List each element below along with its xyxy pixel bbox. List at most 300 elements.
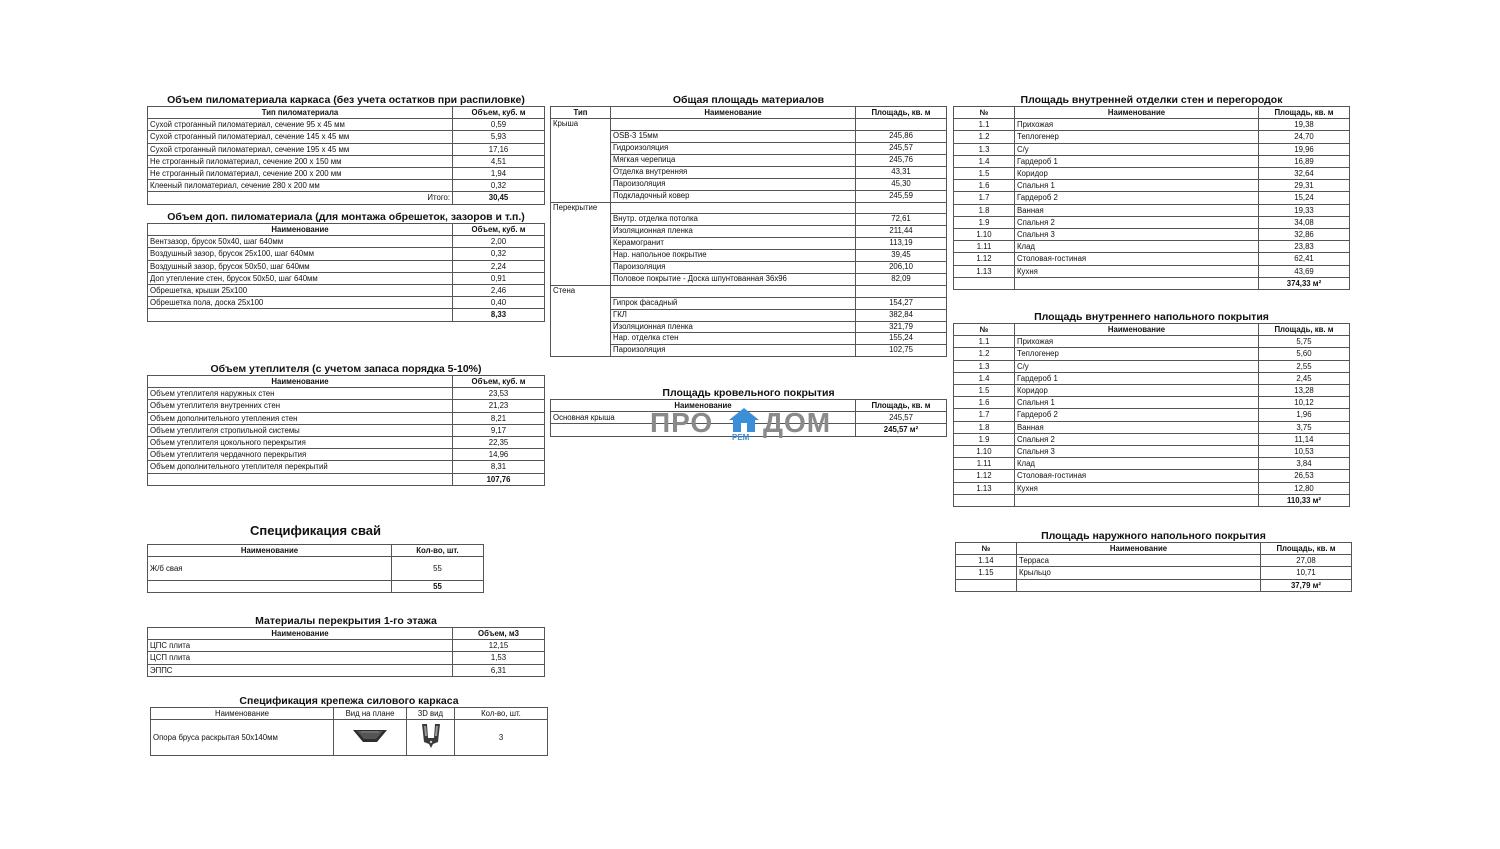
table-cell: 39,45 [856, 250, 947, 262]
lumber-table [147, 106, 545, 205]
table-cell: 1.9 [954, 433, 1015, 445]
table-cell: Объем утеплителя цокольного перекрытия [148, 437, 453, 449]
floor1-title: Материалы перекрытия 1-го этажа [255, 615, 437, 627]
table-cell: Объем утеплителя стропильной системы [148, 424, 453, 436]
table-cell: ЭППС [148, 664, 453, 676]
piles-section [147, 523, 484, 593]
table-cell: 113,19 [856, 238, 947, 250]
table-cell: Крыльцо [1017, 567, 1261, 579]
table-row [551, 226, 947, 238]
table-row [148, 155, 545, 167]
fastener-qty: 3 [455, 720, 548, 756]
table-cell: Изоляционная пленка [611, 321, 856, 333]
table-cell: 2,00 [453, 236, 545, 248]
col-header: Наименование [611, 107, 856, 119]
total-value: 8,33 [453, 309, 545, 321]
table-cell: Подкладочный ковер [611, 190, 856, 202]
table-cell: 8,21 [453, 412, 545, 424]
table-cell: 1.13 [954, 265, 1015, 277]
table-cell: 155,24 [856, 333, 947, 345]
table-cell: 1.13 [954, 482, 1015, 494]
table-cell: Клееный пиломатериал, сечение 280 x 200 мм [148, 180, 453, 192]
table-cell: 1.8 [954, 421, 1015, 433]
table-row [148, 640, 545, 652]
table-cell: ЦСП плита [148, 652, 453, 664]
col-header: Наименование [148, 628, 453, 640]
insulation-section [147, 363, 545, 486]
table-cell: Не строганный пиломатериал, сечение 200 x 200 мм [148, 168, 453, 180]
table-row [954, 241, 1350, 253]
table-cell: 1.1 [954, 336, 1015, 348]
table-cell: 245,86 [856, 131, 947, 143]
table-cell: С/у [1015, 360, 1259, 372]
col-header: Наименование [1017, 543, 1261, 555]
table-cell: 154,27 [856, 297, 947, 309]
table-cell: 16,89 [1259, 155, 1350, 167]
walls-section [953, 94, 1350, 290]
total-label [954, 277, 1015, 289]
inner-floor-table [953, 323, 1350, 507]
prodom-logo [650, 405, 850, 445]
roof-name: Основная крыша [551, 412, 856, 424]
table-cell: 14,96 [453, 449, 545, 461]
table-cell: 2,55 [1259, 360, 1350, 372]
table-cell: Сухой строганный пиломатериал, сечение 195 x 45 мм [148, 143, 453, 155]
table-row [954, 421, 1350, 433]
table-cell: 0,59 [453, 119, 545, 131]
table-row [148, 119, 545, 131]
col-header: Кол-во, шт. [392, 545, 484, 557]
col-header: Площадь, кв. м [1259, 324, 1350, 336]
table-cell: 82,09 [856, 273, 947, 285]
group-type: Перекрытие [551, 202, 611, 285]
total-value: 30,45 [453, 192, 545, 204]
table-cell: Воздушный зазор, брусок 50х50, шаг 640мм [148, 260, 453, 272]
house-icon [728, 407, 760, 433]
table-row [954, 372, 1350, 384]
table-row [954, 229, 1350, 241]
table-cell: 10,71 [1261, 567, 1352, 579]
table-cell: 21,23 [453, 400, 545, 412]
table-cell: Пароизоляция [611, 178, 856, 190]
group-type: Крыша [551, 119, 611, 202]
table-row [551, 333, 947, 345]
table-cell: 22,35 [453, 437, 545, 449]
table-cell: Гардероб 1 [1015, 372, 1259, 384]
table-cell: Столовая-гостиная [1015, 253, 1259, 265]
table-row [551, 250, 947, 262]
table-cell: 32,64 [1259, 168, 1350, 180]
table-row [954, 119, 1350, 131]
table-row [148, 272, 545, 284]
bracket-plan-icon [352, 728, 388, 744]
table-cell: 11,14 [1259, 433, 1350, 445]
table-cell: 17,16 [453, 143, 545, 155]
table-cell: С/у [1015, 143, 1259, 155]
table-cell: Половое покрытие - Доска шпунтованная 36х96 [611, 273, 856, 285]
table-cell: Клад [1015, 458, 1259, 470]
table-cell: Объем утеплителя наружных стен [148, 388, 453, 400]
table-cell: 1.11 [954, 458, 1015, 470]
table-row [148, 131, 545, 143]
table-cell: 0,40 [453, 297, 545, 309]
piles-table [147, 544, 484, 593]
table-row [148, 461, 545, 473]
table-cell: Гардероб 1 [1015, 155, 1259, 167]
empty-cell [611, 202, 856, 214]
table-cell: 1.15 [956, 567, 1017, 579]
table-row [148, 180, 545, 192]
table-cell: Мягкая черепица [611, 154, 856, 166]
table-cell: 6,31 [453, 664, 545, 676]
table-row [954, 265, 1350, 277]
table-cell: Спальня 2 [1015, 216, 1259, 228]
col-header: Кол-во, шт. [455, 708, 548, 720]
walls-title: Площадь внутренней отделки стен и перегородок [1020, 94, 1283, 106]
table-row [954, 155, 1350, 167]
table-row [954, 180, 1350, 192]
table-row [954, 204, 1350, 216]
table-row [551, 190, 947, 202]
table-row [954, 397, 1350, 409]
table-row [148, 449, 545, 461]
group-row [551, 202, 947, 214]
table-cell: 5,60 [1259, 348, 1350, 360]
table-cell: 24,70 [1259, 131, 1350, 143]
lumber-title: Объем пиломатериала каркаса (без учета остатков при распиловке) [167, 94, 525, 106]
table-cell: Кухня [1015, 482, 1259, 494]
table-cell: Не строганный пиломатериал, сечение 200 x 150 мм [148, 155, 453, 167]
table-row [954, 433, 1350, 445]
table-cell: Объем утеплителя внутренних стен [148, 400, 453, 412]
table-cell: Прихожая [1015, 336, 1259, 348]
total-label: Итого: [148, 192, 453, 204]
table-row [148, 424, 545, 436]
3d-view-image [407, 720, 455, 756]
table-cell: 19,96 [1259, 143, 1350, 155]
table-cell: 5,93 [453, 131, 545, 143]
empty-cell [611, 119, 856, 131]
table-cell: 15,24 [1259, 192, 1350, 204]
outer-floor-section [955, 530, 1352, 592]
extra-lumber-table [147, 223, 545, 322]
table-cell: 72,61 [856, 214, 947, 226]
table-cell: Спальня 3 [1015, 229, 1259, 241]
table-row [956, 555, 1352, 567]
table-cell: Объем дополнительного утепления стен [148, 412, 453, 424]
table-cell: 19,33 [1259, 204, 1350, 216]
total-value: 245,57 м² [856, 424, 947, 436]
table-cell: Нар. отделка стен [611, 333, 856, 345]
table-row [551, 321, 947, 333]
fasteners-section [150, 695, 548, 756]
table-row [551, 214, 947, 226]
total-label [954, 494, 1015, 506]
logo-pro-text: ПРО [650, 407, 714, 438]
table-cell: 1.6 [954, 180, 1015, 192]
table-row [148, 412, 545, 424]
table-cell: 9,17 [453, 424, 545, 436]
table-row [954, 482, 1350, 494]
outer-floor-title: Площадь наружного напольного покрытия [1041, 530, 1266, 542]
table-row [148, 260, 545, 272]
col-header: 3D вид [407, 708, 455, 720]
table-row [148, 652, 545, 664]
group-type: Стена [551, 285, 611, 356]
plan-view-image [334, 720, 407, 756]
table-cell: 29,31 [1259, 180, 1350, 192]
table-row [148, 143, 545, 155]
table-cell: 26,53 [1259, 470, 1350, 482]
table-cell: Гидроизоляция [611, 143, 856, 155]
table-row [954, 143, 1350, 155]
table-cell: 1,96 [1259, 409, 1350, 421]
table-cell: Доп утепление стен, брусок 50х50, шаг 640мм [148, 272, 453, 284]
table-cell: 12,15 [453, 640, 545, 652]
table-cell: Кухня [1015, 265, 1259, 277]
col-header: Наименование [1015, 107, 1259, 119]
table-row [148, 437, 545, 449]
table-cell: Спальня 1 [1015, 180, 1259, 192]
col-header: Объем, куб. м [453, 376, 545, 388]
total-label [956, 579, 1017, 591]
materials-title: Общая площадь материалов [672, 94, 825, 106]
table-row [954, 409, 1350, 421]
table-row [954, 360, 1350, 372]
col-header: Площадь, кв. м [1259, 107, 1350, 119]
table-cell: 1.11 [954, 241, 1015, 253]
table-cell: Клад [1015, 241, 1259, 253]
table-row [551, 143, 947, 155]
table-cell: 45,30 [856, 178, 947, 190]
inner-floor-title: Площадь внутреннего напольного покрытия [1034, 311, 1269, 323]
total-label [1015, 277, 1259, 289]
outer-floor-table [955, 542, 1352, 592]
table-cell: 1.2 [954, 348, 1015, 360]
table-cell: Гардероб 2 [1015, 192, 1259, 204]
table-cell: 8,31 [453, 461, 545, 473]
table-cell: Столовая-гостиная [1015, 470, 1259, 482]
table-row [551, 309, 947, 321]
table-row [954, 216, 1350, 228]
table-row [551, 166, 947, 178]
table-cell: Пароизоляция [611, 345, 856, 357]
table-row [954, 253, 1350, 265]
empty-cell [611, 285, 856, 297]
table-cell: Пароизоляция [611, 262, 856, 274]
col-header: Объем, м3 [453, 628, 545, 640]
table-cell: Коридор [1015, 168, 1259, 180]
table-row [148, 388, 545, 400]
table-cell: 1.2 [954, 131, 1015, 143]
floor1-section [147, 615, 545, 677]
table-cell: 43,31 [856, 166, 947, 178]
table-cell: Объем дополнительного утеплителя перекрытий [148, 461, 453, 473]
col-header: № [956, 543, 1017, 555]
table-cell: 206,10 [856, 262, 947, 274]
table-row [551, 154, 947, 166]
table-cell: 1.7 [954, 409, 1015, 421]
table-cell: 1.10 [954, 446, 1015, 458]
table-cell: 1.5 [954, 385, 1015, 397]
total-value: 55 [392, 581, 484, 593]
table-cell: 10,53 [1259, 446, 1350, 458]
table-cell: OSB-3 15мм [611, 131, 856, 143]
table-cell: 4,51 [453, 155, 545, 167]
table-cell: Внутр. отделка потолка [611, 214, 856, 226]
table-cell: Обрешетка, крыши 25х100 [148, 285, 453, 297]
empty-cell [856, 119, 947, 131]
col-header: Наименование [148, 376, 453, 388]
table-cell: 0,32 [453, 180, 545, 192]
table-cell: 62,41 [1259, 253, 1350, 265]
table-cell: 23,83 [1259, 241, 1350, 253]
fastener-name: Опора бруса раскрытая 50х140мм [151, 720, 334, 756]
table-cell: 382,84 [856, 309, 947, 321]
empty-cell [856, 285, 947, 297]
table-cell: ГКЛ [611, 309, 856, 321]
table-cell: 211,44 [856, 226, 947, 238]
table-cell: 1.4 [954, 372, 1015, 384]
table-cell: Объем утеплителя чердачного перекрытия [148, 449, 453, 461]
lumber-section [147, 94, 545, 205]
table-cell: 1.12 [954, 470, 1015, 482]
total-label [148, 309, 453, 321]
bracket-3d-icon [419, 722, 443, 750]
table-cell: Нар. напольное покрытие [611, 250, 856, 262]
pile-qty: 55 [392, 557, 484, 581]
fasteners-title: Спецификация крепежа силового каркаса [239, 695, 459, 707]
table-cell: 1.3 [954, 143, 1015, 155]
table-row [954, 458, 1350, 470]
table-row [956, 567, 1352, 579]
table-cell: 245,76 [856, 154, 947, 166]
table-cell: Теплогенер [1015, 131, 1259, 143]
insulation-table [147, 375, 545, 486]
total-value: 107,76 [453, 473, 545, 485]
table-cell: Ванная [1015, 421, 1259, 433]
table-cell: 2,45 [1259, 372, 1350, 384]
table-cell: Терраса [1017, 555, 1261, 567]
table-row [148, 168, 545, 180]
table-cell: 1.9 [954, 216, 1015, 228]
materials-section [550, 94, 947, 357]
table-cell: 102,75 [856, 345, 947, 357]
table-cell: Отделка внутренняя [611, 166, 856, 178]
table-row [954, 131, 1350, 143]
table-cell: 0,32 [453, 248, 545, 260]
col-header: Площадь, кв. м [856, 107, 947, 119]
table-cell: 12,80 [1259, 482, 1350, 494]
group-row [551, 285, 947, 297]
table-cell: 2,46 [453, 285, 545, 297]
extra-lumber-title: Объем доп. пиломатериала (для монтажа обрешеток, зазоров и т.п.) [167, 211, 525, 223]
table-cell: 0,91 [453, 272, 545, 284]
table-cell: Прихожая [1015, 119, 1259, 131]
table-cell: Спальня 2 [1015, 433, 1259, 445]
roof-title: Площадь кровельного покрытия [662, 387, 835, 399]
table-cell: Сухой строганный пиломатериал, сечение 95 x 45 мм [148, 119, 453, 131]
table-cell: 1.10 [954, 229, 1015, 241]
table-row [954, 446, 1350, 458]
table-row [954, 336, 1350, 348]
col-header: Объем, куб. м [453, 224, 545, 236]
table-cell: 321,79 [856, 321, 947, 333]
inner-floor-section [953, 311, 1350, 507]
table-cell: Воздушный зазор, брусок 25х100, шаг 640мм [148, 248, 453, 260]
col-header: Наименование [1015, 324, 1259, 336]
table-cell: 1.6 [954, 397, 1015, 409]
table-cell: Спальня 3 [1015, 446, 1259, 458]
table-cell: 1.4 [954, 155, 1015, 167]
table-row [148, 236, 545, 248]
table-row [148, 664, 545, 676]
table-cell: Обрешетка пола, доска 25х100 [148, 297, 453, 309]
col-header: Объем, куб. м [453, 107, 545, 119]
table-cell: 13,28 [1259, 385, 1350, 397]
table-cell: Сухой строганный пиломатериал, сечение 145 x 45 мм [148, 131, 453, 143]
table-cell: 1.1 [954, 119, 1015, 131]
piles-title: Спецификация свай [249, 523, 381, 538]
table-cell: Коридор [1015, 385, 1259, 397]
table-cell: 3,84 [1259, 458, 1350, 470]
table-cell: 245,57 [856, 143, 947, 155]
table-cell: 2,24 [453, 260, 545, 272]
table-row [954, 470, 1350, 482]
table-cell: Теплогенер [1015, 348, 1259, 360]
table-cell: ЦПС плита [148, 640, 453, 652]
table-row [551, 131, 947, 143]
table-cell: 3,75 [1259, 421, 1350, 433]
table-row [954, 385, 1350, 397]
table-cell: 5,75 [1259, 336, 1350, 348]
table-row [148, 400, 545, 412]
table-cell: 19,38 [1259, 119, 1350, 131]
table-cell: Спальня 1 [1015, 397, 1259, 409]
logo-dom-text: ДОМ [763, 407, 832, 438]
table-cell: 27,08 [1261, 555, 1352, 567]
table-cell: 32,86 [1259, 229, 1350, 241]
table-cell: 1.3 [954, 360, 1015, 372]
walls-table [953, 106, 1350, 290]
table-cell: 1.8 [954, 204, 1015, 216]
table-cell: 10,12 [1259, 397, 1350, 409]
table-cell: 1,94 [453, 168, 545, 180]
table-cell: Вентзазор, брусок 50х40, шаг 640мм [148, 236, 453, 248]
total-value: 37,79 м² [1261, 579, 1352, 591]
table-row [551, 345, 947, 357]
col-header: Вид на плане [334, 708, 407, 720]
table-row [551, 178, 947, 190]
col-header: Наименование [148, 224, 453, 236]
pile-name: Ж/б свая [148, 557, 392, 581]
table-cell: 34,08 [1259, 216, 1350, 228]
table-cell: 1.7 [954, 192, 1015, 204]
table-cell: Керамогранит [611, 238, 856, 250]
table-cell: Гипрок фасадный [611, 297, 856, 309]
col-header: Тип [551, 107, 611, 119]
fasteners-table [150, 707, 548, 756]
table-cell: 1.12 [954, 253, 1015, 265]
col-header: Наименование [551, 400, 856, 412]
col-header: Площадь, кв. м [856, 400, 947, 412]
insulation-title: Объем утеплителя (с учетом запаса порядка 5-10%) [210, 363, 482, 375]
total-label [1015, 494, 1259, 506]
total-value: 374,33 м² [1259, 277, 1350, 289]
total-label [1017, 579, 1261, 591]
col-header: № [954, 107, 1015, 119]
table-cell: 1.5 [954, 168, 1015, 180]
